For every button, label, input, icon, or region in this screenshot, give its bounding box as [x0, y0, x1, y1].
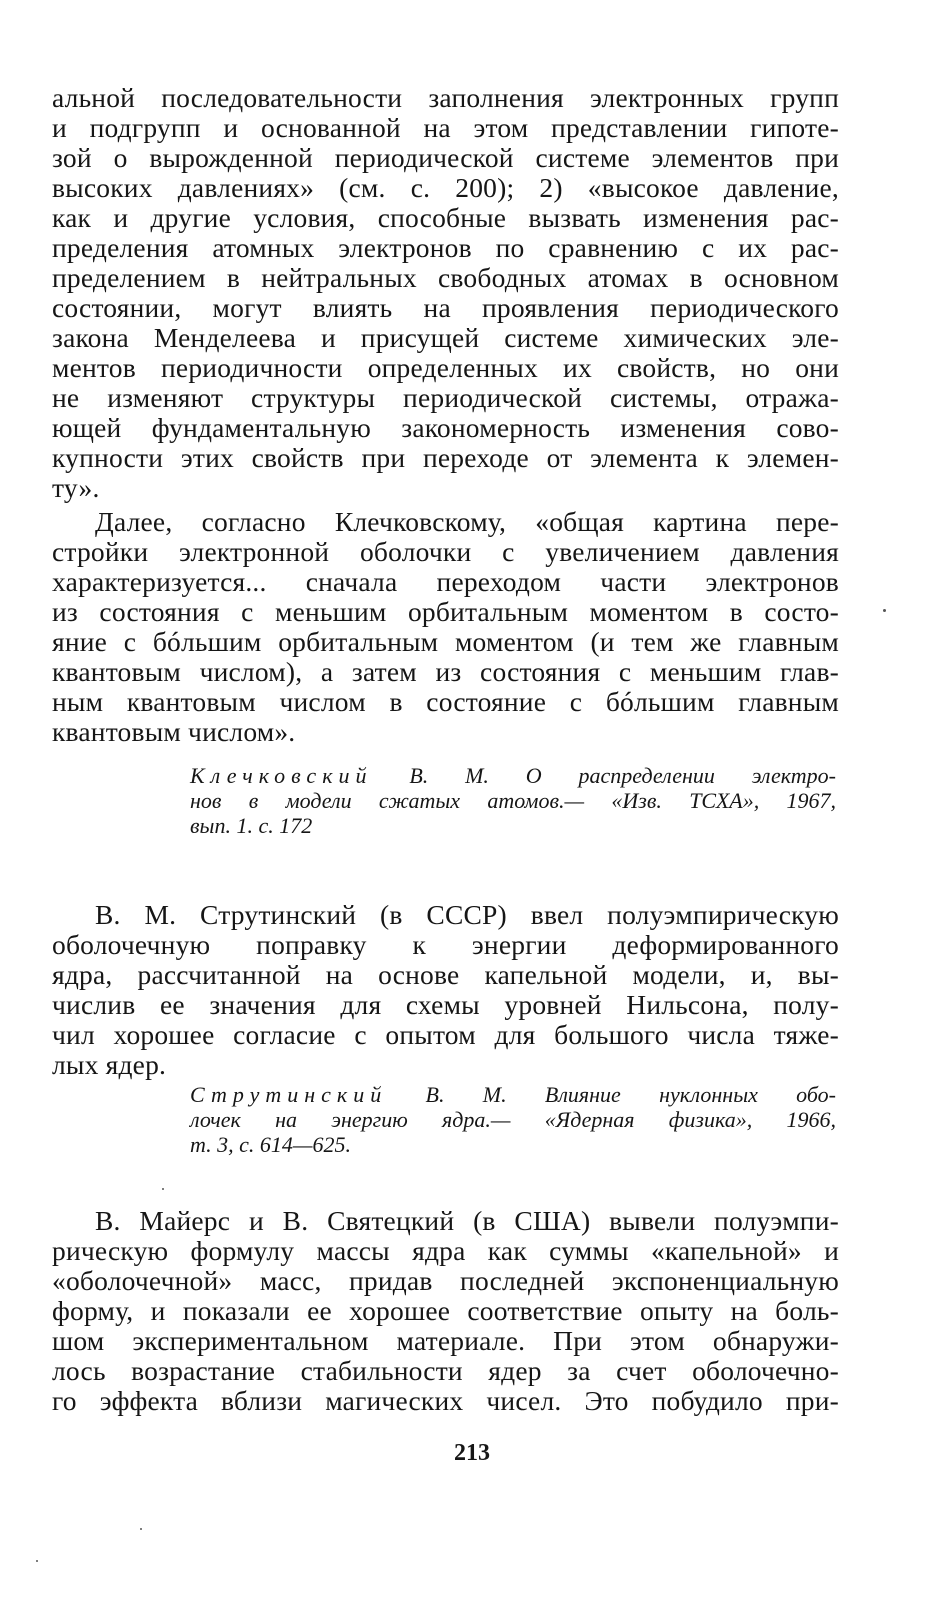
- text-line: лых ядер.: [52, 1049, 167, 1080]
- text-line: квантовым числом), а затем из состояния с меньшим глав-: [52, 656, 839, 687]
- text-line: зой о вырожденной периодической системе элементов при: [52, 142, 839, 173]
- text-line: чил хорошее согласие с опытом для большого числа тяже-: [52, 1019, 839, 1050]
- text-line: го эффекта вблизи магических чисел. Это побудило при-: [52, 1385, 839, 1416]
- text-line: В. Майерс и В. Святецкий (в США) вывели полуэмпи-: [95, 1205, 839, 1236]
- text-line: не изменяют структуры периодической системы, отража-: [52, 382, 839, 413]
- citation-author: Струтинский: [190, 1082, 388, 1107]
- text-line: квантовым числом».: [52, 716, 296, 747]
- text-line: купности этих свойств при переходе от элемента к элемен-: [52, 442, 839, 473]
- citation-text: В. М. Влияние нуклонных обо-: [387, 1082, 836, 1107]
- text-line: ным квантовым числом в состояние с бóльшим главным: [52, 686, 839, 717]
- citation-line: нов в модели сжатых атомов.— «Изв. ТСХА», 1967,: [190, 788, 836, 813]
- text-line: стройки электронной оболочки с увеличением давления: [52, 536, 839, 567]
- text-line: В. М. Струтинский (в СССР) ввел полуэмпирическую: [95, 899, 839, 930]
- text-line: как и другие условия, способные вызвать изменения рас-: [52, 202, 839, 233]
- text-line: характеризуется... сначала переходом части электронов: [52, 566, 839, 597]
- text-line: числив ее значения для схемы уровней Нильсона, полу-: [52, 989, 839, 1020]
- text-line: ту».: [52, 472, 100, 503]
- text-line: альной последовательности заполнения электронных групп: [52, 82, 839, 113]
- text-line: ментов периодичности определенных их свойств, но они: [52, 352, 839, 383]
- text-line: «оболочечной» масс, придав последней экспоненциальную: [52, 1265, 839, 1296]
- text-line: шом экспериментальном материале. При этом обнаружи-: [52, 1325, 839, 1356]
- scan-speck: [883, 609, 886, 612]
- scan-speck: [140, 1528, 142, 1530]
- text-line: ющей фундаментальную закономерность изменения сово-: [52, 412, 839, 443]
- citation-author: Клечковский: [190, 763, 373, 788]
- text-line: пределением в нейтральных свободных атомах в основном: [52, 262, 839, 293]
- scan-speck: [162, 1188, 164, 1190]
- citation-line: вып. 1. с. 172: [190, 813, 313, 838]
- text-line: ядра, рассчитанной на основе капельной модели, и, вы-: [52, 959, 839, 990]
- scan-speck: [36, 1560, 38, 1562]
- text-line: форму, и показали ее хорошее соответствие опыту на боль-: [52, 1295, 839, 1326]
- text-line: состоянии, могут влиять на проявления периодического: [52, 292, 839, 323]
- citation-line: [190, 764, 836, 788]
- citation-line: лочек на энергию ядра.— «Ядерная физика», 1966,: [190, 1107, 836, 1132]
- text-line: из состояния с меньшим орбитальным моментом в состо-: [52, 596, 839, 627]
- text-line: и подгрупп и основанной на этом представлении гипоте-: [52, 112, 839, 143]
- citation-line: т. 3, с. 614—625.: [190, 1132, 351, 1157]
- text-line: пределения атомных электронов по сравнению с их рас-: [52, 232, 839, 263]
- text-line: яние с бóльшим орбитальным моментом (и тем же главным: [52, 626, 839, 657]
- page-number: 213: [454, 1440, 490, 1466]
- text-line: рическую формулу массы ядра как суммы «капельной» и: [52, 1235, 839, 1266]
- citation-line: [190, 1083, 836, 1107]
- text-line: высоких давлениях» (см. с. 200); 2) «высокое давление,: [52, 172, 839, 203]
- text-line: лось возрастание стабильности ядер за счет оболочечно-: [52, 1355, 839, 1386]
- text-line: оболочечную поправку к энергии деформированного: [52, 929, 839, 960]
- text-line: закона Менделеева и присущей системе химических эле-: [52, 322, 839, 353]
- citation-text: В. М. О распределении электро-: [372, 763, 836, 788]
- text-line: Далее, согласно Клечковскому, «общая картина пере-: [95, 506, 839, 537]
